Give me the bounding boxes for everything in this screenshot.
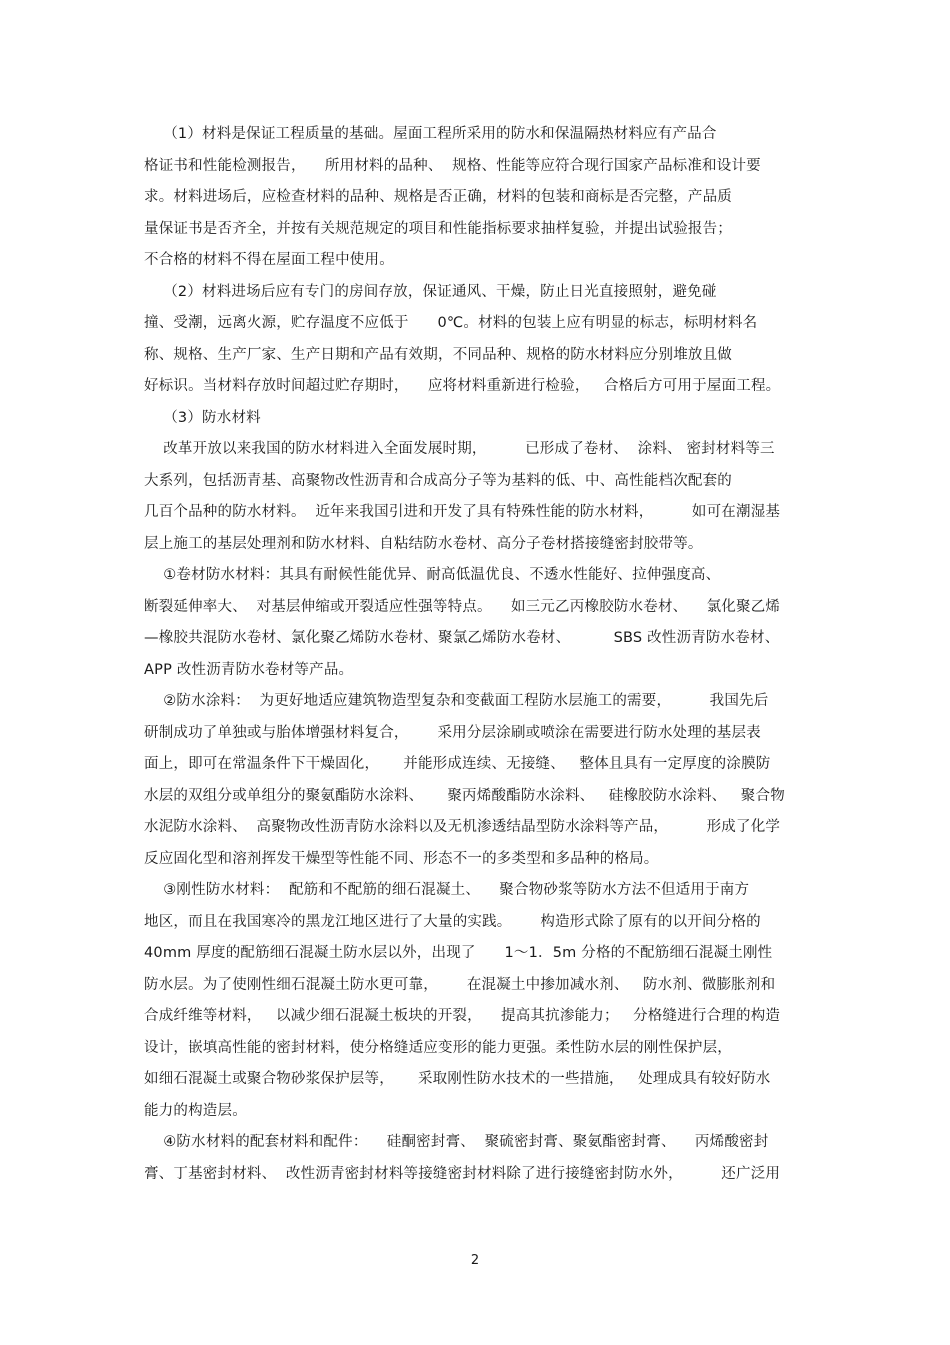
text-line: 大系列，包括沥青基、高聚物改性沥青和合成高分子等为基料的低、中、高性能档次配套的 bbox=[144, 472, 732, 489]
text-line: 合成纤维等材料， 以减少细石混凝土板块的开裂， 提高其抗渗能力； 分格缝进行合理的构造 bbox=[144, 1008, 781, 1024]
text-line: 如细石混凝土或聚合物砂浆保护层等， 采取刚性防水技术的一些措施， 处理成具有较好防水 bbox=[144, 1071, 771, 1087]
text-line: 水泥防水涂料、 高聚物改性沥青防水涂料以及无机渗透结晶型防水涂料等产品， 形成了化学 bbox=[144, 819, 781, 835]
text-line: 面上，即可在常温条件下干燥固化， 并能形成连续、无接缝、 整体且具有一定厚度的涂膜防 bbox=[144, 756, 771, 772]
text-line: 层上施工的基层处理剂和防水材料、自粘结防水卷材、高分子卷材搭接缝密封胶带等。 bbox=[144, 535, 703, 552]
text-line: 好标识。当材料存放时间超过贮存期时， 应将材料重新进行检验， 合格后方可用于屋面工程。 bbox=[144, 378, 781, 394]
text-line: （3）防水材料 bbox=[144, 409, 261, 426]
text-line: 研制成功了单独或与胎体增强材料复合， 采用分层涂刷或喷涂在需要进行防水处理的基层表 bbox=[144, 724, 761, 741]
text-line: 求。材料进场后，应检查材料的品种、规格是否正确，材料的包装和商标是否完整，产品质 bbox=[144, 189, 732, 205]
page-number: 2 bbox=[470, 1253, 480, 1268]
text-line: 反应固化型和溶剂挥发干燥型等性能不同、形态不一的多类型和多品种的格局。 bbox=[144, 850, 659, 867]
text-line: （1）材料是保证工程质量的基础。屋面工程所采用的防水和保温隔热材料应有产品合 bbox=[144, 126, 717, 142]
text-line: 量保证书是否齐全，并按有关规范规定的项目和性能指标要求抽样复验，并提出试验报告； bbox=[144, 220, 732, 237]
text-line: 撞、受潮，远离火源，贮存温度不应低于 0℃。材料的包装上应有明显的标志，标明材料名 bbox=[144, 315, 758, 331]
text-line: —橡胶共混防水卷材、氯化聚乙烯防水卷材、聚氯乙烯防水卷材、 SBS 改性沥青防水卷材、 bbox=[144, 630, 780, 646]
text-line: （2）材料进场后应有专门的房间存放，保证通风、干燥，防止日光直接照射，避免碰 bbox=[144, 283, 717, 300]
text-line: 改革开放以来我国的防水材料进入全面发展时期， 已形成了卷材、 涂料、 密封材料等三 bbox=[144, 441, 775, 457]
text-line: 设计，嵌填高性能的密封材料，使分格缝适应变形的能力更强。柔性防水层的刚性保护层， bbox=[144, 1039, 732, 1056]
text-line: 防水层。为了使刚性细石混凝土防水更可靠， 在混凝土中掺加减水剂、 防水剂、微膨胀剂和 bbox=[144, 976, 776, 993]
text-line: ④防水材料的配套材料和配件： 硅酮密封膏、 聚硫密封膏、聚氨酯密封膏、 丙烯酸密封 bbox=[144, 1134, 769, 1150]
text-line: 几百个品种的防水材料。 近年来我国引进和开发了具有特殊性能的防水材料， 如可在潮湿基 bbox=[144, 504, 781, 520]
text-line: 断裂延伸率大、 对基层伸缩或开裂适应性强等特点。 如三元乙丙橡胶防水卷材、 氯化聚乙烯 bbox=[144, 598, 781, 615]
text-line: 地区，而且在我国寒冷的黑龙江地区进行了大量的实践。 构造形式除了原有的以开间分格的 bbox=[144, 913, 761, 930]
text-line: ②防水涂料： 为更好地适应建筑物造型复杂和变截面工程防水层施工的需要， 我国先后 bbox=[144, 693, 769, 709]
text-line: APP 改性沥青防水卷材等产品。 bbox=[144, 661, 354, 678]
text-line: 能力的构造层。 bbox=[144, 1102, 247, 1119]
text-line: 称、规格、生产厂家、生产日期和产品有效期，不同品种、规格的防水材料应分别堆放且做 bbox=[144, 346, 732, 363]
text-line: ①卷材防水材料：其具有耐候性能优异、耐高低温优良、不透水性能好、拉伸强度高、 bbox=[144, 567, 721, 583]
text-line: 不合格的材料不得在屋面工程中使用。 bbox=[144, 252, 394, 268]
text-line: 40mm 厚度的配筋细石混凝土防水层以外，出现了 1～1．5m 分格的不配筋细石混凝土刚性 bbox=[144, 945, 773, 961]
text-line: 膏、丁基密封材料、 改性沥青密封材料等接缝密封材料除了进行接缝密封防水外， 还广泛用 bbox=[144, 1165, 781, 1182]
text-line: 水层的双组分或单组分的聚氨酯防水涂料、 聚丙烯酸酯防水涂料、 硅橡胶防水涂料、 聚合物 bbox=[144, 787, 785, 804]
text-line: 格证书和性能检测报告， 所用材料的品种、 规格、性能等应符合现行国家产品标准和设计要 bbox=[144, 157, 761, 174]
text-line: ③刚性防水材料： 配筋和不配筋的细石混凝土、 聚合物砂浆等防水方法不但适用于南方 bbox=[144, 882, 750, 898]
